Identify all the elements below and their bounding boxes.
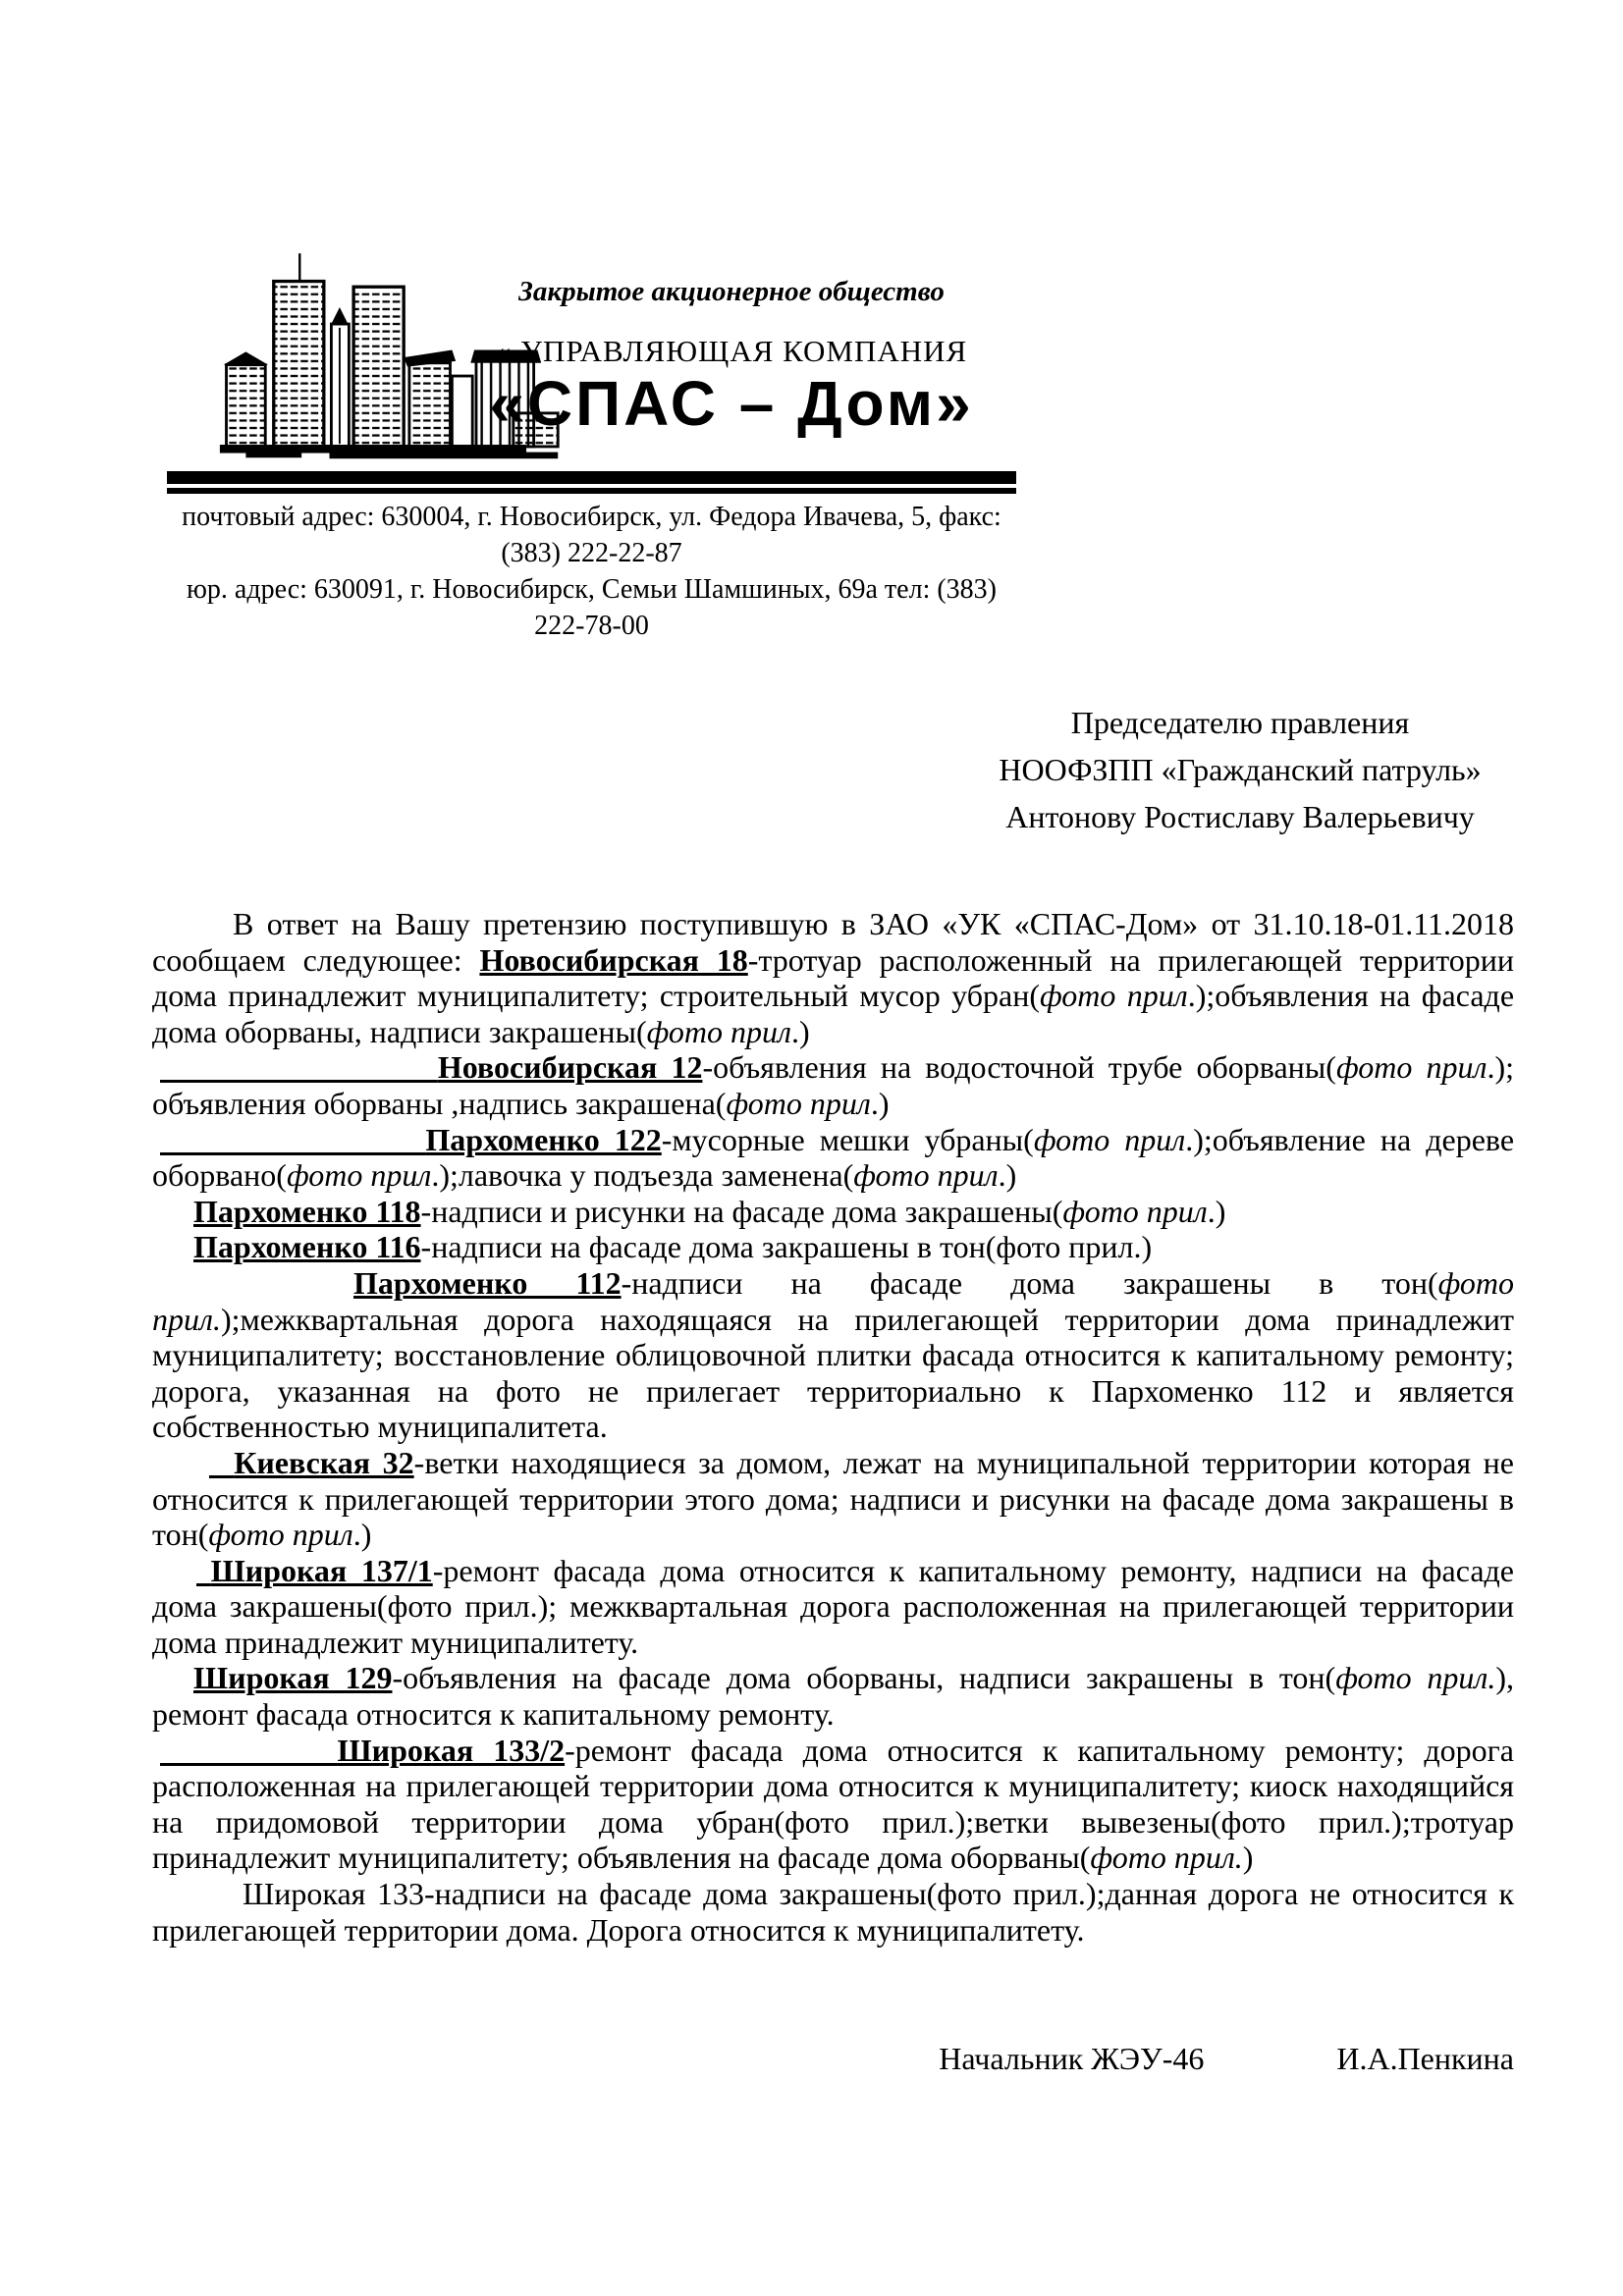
signer-name: И.А.Пенкина <box>1336 2041 1514 2076</box>
text-segment: .) <box>352 1517 372 1553</box>
org-type-line: Закрытое акционерное общество <box>518 276 945 307</box>
text-segment: фото прил <box>726 1085 871 1121</box>
body-paragraph <box>152 1876 1514 1948</box>
text-segment: фото прил. <box>1335 1660 1496 1696</box>
body-paragraph <box>152 1229 1514 1265</box>
text-segment: фото прил <box>646 1013 791 1049</box>
body-paragraph <box>152 1265 1514 1445</box>
letterhead-addresses <box>167 499 1016 644</box>
rule-bar-bottom <box>167 488 1016 494</box>
text-segment: Широкая 133-надписи на фасаде дома закрашены(фото прил.);данная дорога не относится к прилегающей территории дома. Дорога относится к муниципалитету. <box>152 1876 1514 1948</box>
text-segment: -мусорные мешки убраны( <box>661 1121 1034 1157</box>
address-title: Новосибирская 18 <box>479 941 748 978</box>
text-segment: фото прил <box>286 1157 432 1194</box>
text-segment <box>196 1553 211 1588</box>
legal-address-line: юр. адрес: 630091, г. Новосибирск, Семьи Шамшиных, 69а тел: (383) 222-78-00 <box>186 574 997 641</box>
body-paragraph <box>152 1553 1514 1661</box>
text-segment: );межквартальная дорога находящаяся на прилегающей территории дома принадлежит муниципалитету; восстановление облицовочной плитки фасада относится к капитальному ремонту; дорога, указанная на фото не прилегает территориально к Пархоменко 112 и является собственностью муниципалитета. <box>152 1301 1514 1445</box>
text-segment: фото прил. <box>1090 1840 1243 1876</box>
letterhead <box>167 177 1016 641</box>
postal-address-line: почтовый адрес: 630004, г. Новосибирск, ул. Федора Ивачева, 5, факс: (383) 222-22-87 <box>182 502 1001 568</box>
address-title: Пархоменко 118 <box>193 1193 421 1229</box>
text-segment: фото прил <box>1033 1121 1186 1157</box>
address-title: Широкая 137/1 <box>210 1552 433 1588</box>
text-segment: -надписи и рисунки на фасаде дома закрашены( <box>420 1193 1063 1229</box>
body-paragraph <box>152 1122 1514 1194</box>
text-segment: -тротуар расположенный на прилегающей территории дома принадлежит муниципалитету; строительный мусор убран( <box>152 941 1515 1014</box>
body-paragraph <box>152 1194 1514 1230</box>
text-segment: фото прил <box>1335 1049 1488 1086</box>
text-segment: ) <box>1242 1840 1254 1876</box>
text-segment: .); объявления оборваны ,надпись закрашена( <box>152 1049 1514 1121</box>
body-paragraph <box>152 1733 1514 1876</box>
text-segment: -ветки находящиеся за домом, лежат на муниципальной территории которая не относится к прилегающей территории этого дома; надписи и рисунки на фасаде дома закрашены в тон( <box>152 1444 1515 1553</box>
text-segment: -надписи на фасаде дома закрашены в тон( <box>621 1264 1438 1301</box>
text-segment: В ответ на Вашу претензию поступившую в ЗАО «УК «СПАС-Дом» от 31.10.18-01.11.2018 сообщаем следующее: <box>152 906 1514 978</box>
text-segment: -объявления на водосточной трубе оборваны( <box>702 1049 1336 1086</box>
address-title: Киевская 32 <box>234 1444 414 1480</box>
address-title: Новосибирская 12 <box>437 1049 703 1086</box>
signer-position: Начальник ЖЭУ-46 <box>939 2041 1205 2076</box>
text-segment: фото прил <box>208 1517 353 1553</box>
body-paragraph <box>152 906 1514 1049</box>
address-title: Пархоменко 122 <box>425 1121 662 1157</box>
text-segment <box>160 1049 438 1085</box>
text-segment <box>160 1122 425 1157</box>
text-segment: -надписи на фасаде дома закрашены в тон(фото прил.) <box>420 1229 1153 1265</box>
text-segment: -ремонт фасада дома относится к капитальному ремонту; дорога расположенная на прилегающей территории дома относится к муниципалитету; киоск находящийся на придомовой территории дома убран(фото прил.);ветки вывезены(фото прил.);тротуар принадлежит муниципалитету; объявления на фасаде дома оборваны( <box>152 1732 1515 1876</box>
letterhead-rule <box>167 471 1016 494</box>
text-segment: -объявления на фасаде дома оборваны, надписи закрашены в тон( <box>392 1660 1336 1696</box>
text-segment: -ремонт фасада дома относится к капитальному ремонту, надписи на фасаде дома закрашены(фото прил.); межквартальная дорога расположенная на прилегающей территории дома принадлежит муниципалитету. <box>152 1552 1515 1660</box>
text-segment: фото прил. <box>152 1264 1515 1337</box>
letter-body <box>152 906 1514 1948</box>
text-segment: .);объявления на фасаде дома оборваны, надписи закрашены( <box>152 978 1515 1049</box>
text-segment: .);объявление на дереве оборвано( <box>152 1121 1515 1194</box>
address-title: Пархоменко 116 <box>193 1229 421 1265</box>
body-paragraph <box>152 1049 1514 1121</box>
text-segment: фото прил <box>1039 978 1188 1014</box>
text-segment: .) <box>1207 1193 1226 1229</box>
text-segment: .);лавочка у подъезда заменена( <box>431 1157 854 1194</box>
address-title: Широкая 129 <box>193 1660 393 1696</box>
address-title: Пархоменко 112 <box>353 1264 622 1301</box>
text-segment <box>160 1733 338 1768</box>
text-segment: фото прил <box>1062 1193 1208 1229</box>
text-segment: фото прил <box>853 1157 999 1194</box>
company-name-line2: «СПАС – Дом» <box>489 368 974 439</box>
text-segment <box>209 1445 234 1480</box>
recipient-block <box>985 699 1495 840</box>
body-paragraph <box>152 1660 1514 1732</box>
rule-bar-top <box>167 471 1016 484</box>
text-segment: ), ремонт фасада относится к капитальному ремонту. <box>152 1660 1515 1733</box>
text-segment: .) <box>998 1157 1017 1194</box>
recipient-person: Антонову Ростиславу Валерьевичу <box>1005 799 1475 834</box>
company-name-line1: « УПРАВЛЯЮЩАЯ КОМПАНИЯ <box>495 334 968 368</box>
text-segment: .) <box>870 1085 890 1121</box>
address-title: Широкая 133/2 <box>337 1732 566 1768</box>
body-paragraph <box>152 1445 1514 1553</box>
recipient-title: Председателю правления <box>1070 705 1410 740</box>
recipient-organization: НООФЗПП «Гражданский патруль» <box>999 752 1482 787</box>
signature-block <box>152 2040 1514 2077</box>
letterhead-text <box>457 276 1006 439</box>
text-segment: .) <box>790 1013 810 1049</box>
